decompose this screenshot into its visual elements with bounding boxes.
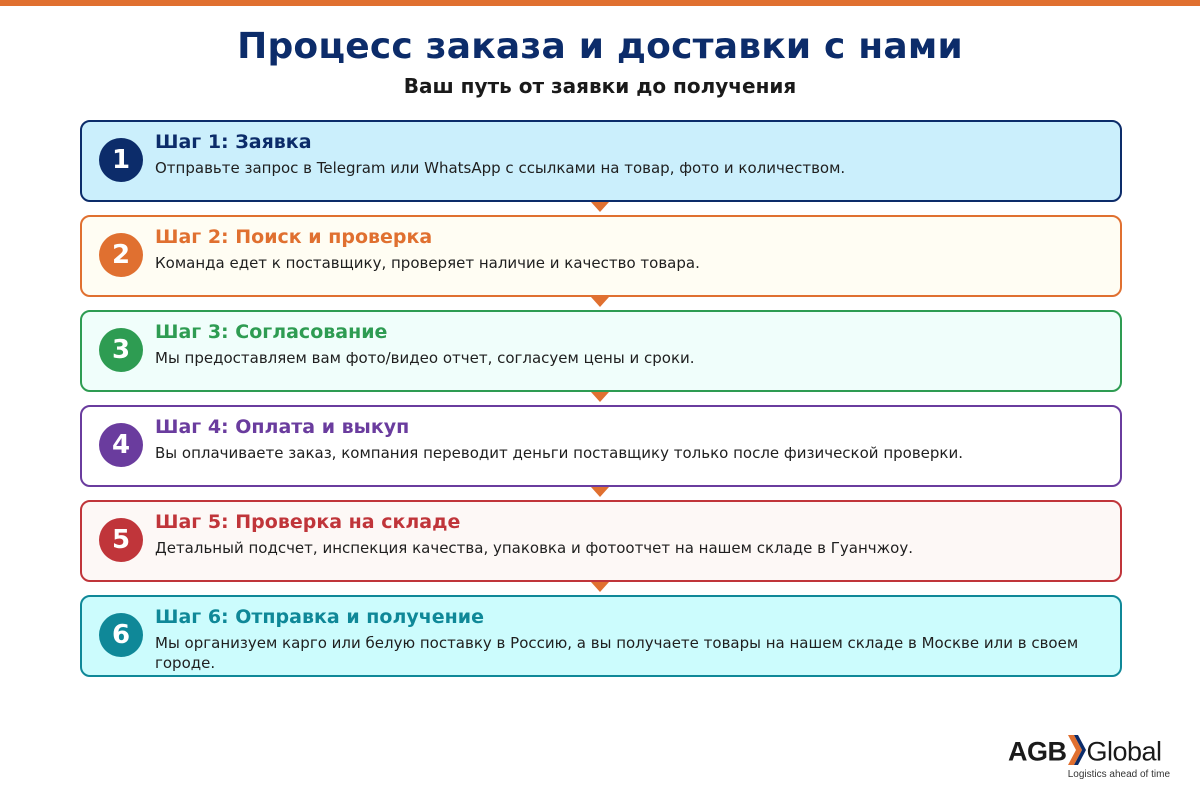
step-card-4	[80, 405, 1122, 487]
step-number-badge: 1	[99, 138, 143, 182]
step-title: Шаг 2: Поиск и проверка	[155, 226, 433, 248]
company-logo	[1008, 735, 1172, 783]
step-title: Шаг 1: Заявка	[155, 131, 312, 153]
step-description: Детальный подсчет, инспекция качества, упаковка и фотоотчет на нашем складе в Гуанчжоу.	[155, 539, 913, 557]
step-description: Отправьте запрос в Telegram или WhatsApp с ссылками на товар, фото и количеством.	[155, 159, 846, 177]
step-title: Шаг 4: Оплата и выкуп	[155, 416, 410, 438]
page-subtitle: Ваш путь от заявки до получения	[403, 74, 797, 98]
top-accent-bar	[0, 0, 1200, 6]
down-arrow-icon	[591, 487, 609, 497]
step-number-badge: 2	[99, 233, 143, 277]
step-card-2	[80, 215, 1122, 297]
step-card-3	[80, 310, 1122, 392]
step-number-badge: 4	[99, 423, 143, 467]
step-card-6	[80, 595, 1122, 677]
step-title: Шаг 3: Согласование	[155, 321, 388, 343]
step-description: Мы предоставляем вам фото/видео отчет, согласуем цены и сроки.	[155, 349, 695, 367]
down-arrow-icon	[591, 582, 609, 592]
step-description: Мы организуем карго или белую поставку в Россию, а вы получаете товары на нашем складе в Москве или в своем городе.	[155, 634, 1079, 672]
logo-tagline: Logistics ahead of time	[1067, 769, 1170, 780]
step-description: Команда едет к поставщику, проверяет наличие и качество товара.	[155, 254, 700, 272]
down-arrow-icon	[591, 297, 609, 307]
step-number-badge: 5	[99, 518, 143, 562]
step-number-badge: 3	[99, 328, 143, 372]
logo-brand: AGB	[1008, 736, 1067, 767]
step-title: Шаг 5: Проверка на складе	[155, 511, 461, 533]
step-description: Вы оплачиваете заказ, компания переводит деньги поставщику только после физической проверки.	[155, 444, 963, 462]
step-title: Шаг 6: Отправка и получение	[155, 606, 485, 628]
step-card-5	[80, 500, 1122, 582]
step-number-badge: 6	[99, 613, 143, 657]
double-chevron-icon	[1068, 735, 1086, 769]
down-arrow-icon	[591, 392, 609, 402]
step-card-1	[80, 120, 1122, 202]
page-title: Процесс заказа и доставки с нами	[237, 26, 963, 67]
logo-wordmark	[1008, 735, 1162, 769]
down-arrow-icon	[591, 202, 609, 212]
logo-name: Global	[1086, 736, 1162, 767]
